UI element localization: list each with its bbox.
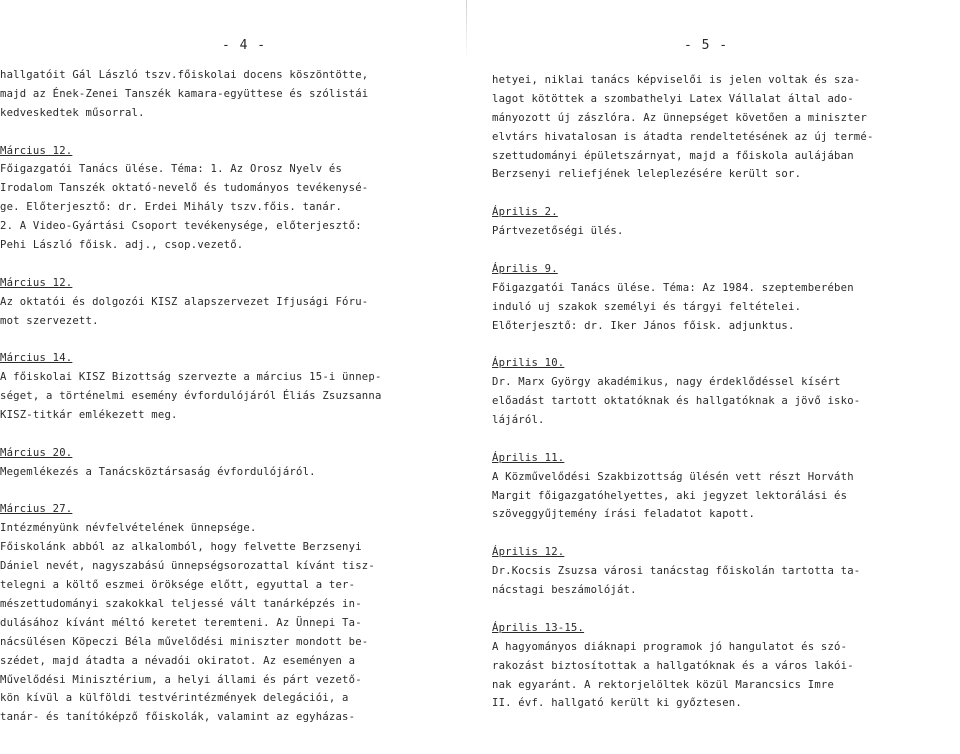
text-line: Intézményünk névfelvételének ünnepsége. bbox=[0, 522, 257, 535]
date-label: Március 12. bbox=[0, 144, 73, 157]
text-line: mészettudományi szakokkal teljessé vált tanárképzés in- bbox=[0, 597, 362, 610]
blank-line bbox=[492, 241, 940, 260]
entry-date-heading bbox=[492, 543, 940, 562]
text-line: mányozott új zászlóra. Az ünnepséget követően a miniszter bbox=[492, 111, 867, 124]
date-label: Március 14. bbox=[0, 352, 73, 365]
page-number: - 4 - bbox=[222, 38, 267, 53]
page-body bbox=[0, 66, 470, 727]
date-label: Április 11. bbox=[492, 451, 565, 464]
blank-line bbox=[0, 123, 470, 142]
text-line: telegni a költő eszmei öröksége előtt, egyuttal a ter- bbox=[0, 579, 356, 592]
text-line: Margit főigazgatóhelyettes, aki jegyzet lektorálási és bbox=[492, 489, 848, 502]
text-line: Művelődési Minisztérium, a helyi állami és párt vezető- bbox=[0, 673, 362, 686]
text-line: A Közművelődési Szakbizottság ülésén vett részt Horváth bbox=[492, 470, 854, 483]
blank-line bbox=[492, 600, 940, 619]
text-line: KISZ-titkár emlékezett meg. bbox=[0, 409, 178, 422]
blank-line bbox=[0, 482, 470, 501]
text-line: II. évf. hallgató került ki győztesen. bbox=[492, 697, 742, 710]
text-line: Irodalom Tanszék oktató-nevelő és tudományos tevékenysé- bbox=[0, 182, 369, 195]
text-line: dulásához kívánt méltó keretet teremteni. Az Ünnepi Ta- bbox=[0, 616, 362, 629]
text-line: Pehi László főisk. adj., csop.vezető. bbox=[0, 239, 244, 252]
blank-line bbox=[492, 524, 940, 543]
blank-line bbox=[0, 255, 470, 274]
entry-date-heading bbox=[0, 142, 470, 161]
text-line: hetyei, niklai tanács képviselői is jelen voltak és sza- bbox=[492, 74, 861, 86]
page-gutter bbox=[466, 0, 467, 60]
text-line: szettudományi épületszárnyat, majd a főiskola aulájában bbox=[492, 149, 854, 162]
entry-date-heading bbox=[492, 260, 940, 279]
text-line: ge. Előterjesztő: dr. Erdei Mihály tszv.főis. tanár. bbox=[0, 201, 343, 214]
text-line: A főiskolai KISZ Bizottság szervezte a március 15-i ünnep- bbox=[0, 371, 382, 384]
text-line: nácsülésen Köpeczi Béla művelődési miniszter mondott be- bbox=[0, 635, 369, 648]
text-line: Berzsenyi reliefjének leleplezésére került sor. bbox=[492, 168, 802, 181]
left-page bbox=[0, 0, 470, 754]
date-label: Április 2. bbox=[492, 206, 558, 219]
text-line: nácstagi beszámolóját. bbox=[492, 584, 637, 597]
text-line: előadást tartott oktatóknak és hallgatóknak a jövő isko- bbox=[492, 395, 861, 408]
page-body bbox=[492, 71, 940, 713]
text-line: Megemlékezés a Tanácsköztársaság évfordulójáról. bbox=[0, 465, 316, 478]
date-label: Március 12. bbox=[0, 276, 73, 289]
text-line: rakozást biztosítottak a hallgatóknak és a város lakói- bbox=[492, 659, 854, 672]
text-line: nak egyaránt. A rektorjelöltek közül Marancsics Imre bbox=[492, 678, 835, 691]
text-line: A hagyományos diáknapi programok jó hangulatot és szó- bbox=[492, 640, 848, 653]
text-line: szöveggyűjtemény írási feladatot kapott. bbox=[492, 508, 756, 521]
text-line: induló uj szakok személyi és tárgyi feltételei. bbox=[492, 300, 802, 313]
text-line: Főiskolánk abból az alkalomból, hogy felvette Berzsenyi bbox=[0, 541, 362, 554]
text-line: majd az Ének-Zenei Tanszék kamara-együttese és szólistái bbox=[0, 87, 369, 100]
text-line: 2. A Video-Gyártási Csoport tevékenysége, előterjesztő: bbox=[0, 220, 362, 233]
text-line: Dániel nevét, nagyszabású ünnepségsorozattal kívánt tisz- bbox=[0, 560, 375, 573]
page-number: - 5 - bbox=[684, 38, 729, 53]
text-line: hallgatóit Gál László tszv.főiskolai docens köszöntötte, bbox=[0, 69, 369, 81]
text-line: lájáról. bbox=[492, 414, 545, 427]
date-label: Március 20. bbox=[0, 446, 73, 459]
text-line: Főigazgatói Tanács ülése. Téma: Az 1984. szeptemberében bbox=[492, 281, 854, 294]
text-line: elvtárs hivatalosan is átadta rendeltetésének az új termé- bbox=[492, 130, 874, 143]
entry-date-heading bbox=[492, 619, 940, 638]
entry-date-heading bbox=[492, 449, 940, 468]
entry-date-heading bbox=[0, 444, 470, 463]
entry-date-heading bbox=[0, 500, 470, 519]
text-line: Az oktatói és dolgozói KISZ alapszervezet Ifjusági Fóru- bbox=[0, 295, 369, 308]
text-line: Előterjesztő: dr. Iker János főisk. adjunktus. bbox=[492, 319, 795, 332]
text-line: lagot kötöttek a szombathelyi Latex Vállalat által ado- bbox=[492, 92, 854, 105]
text-line: tanár- és tanítóképző főiskolák, valamint az egyházas- bbox=[0, 711, 356, 724]
blank-line bbox=[492, 184, 940, 203]
text-line: Főigazgatói Tanács ülése. Téma: 1. Az Orosz Nyelv és bbox=[0, 163, 343, 176]
date-label: Április 13-15. bbox=[492, 621, 585, 634]
blank-line bbox=[492, 335, 940, 354]
entry-date-heading bbox=[0, 274, 470, 293]
right-page bbox=[480, 0, 960, 754]
text-line: szédet, majd átadta a névadói okiratot. Az eseményen a bbox=[0, 654, 356, 667]
date-label: Április 12. bbox=[492, 546, 565, 559]
blank-line bbox=[492, 430, 940, 449]
text-line: mot szervezett. bbox=[0, 314, 99, 327]
date-label: Április 9. bbox=[492, 262, 558, 275]
entry-date-heading bbox=[492, 203, 940, 222]
date-label: Március 27. bbox=[0, 503, 73, 516]
text-line: kön kívül a külföldi testvérintézmények delegációi, a bbox=[0, 692, 349, 705]
text-line: Dr.Kocsis Zsuzsa városi tanácstag főiskolán tartotta ta- bbox=[492, 565, 861, 578]
date-label: Április 10. bbox=[492, 357, 565, 370]
entry-date-heading bbox=[0, 349, 470, 368]
entry-date-heading bbox=[492, 354, 940, 373]
text-line: séget, a történelmi esemény évfordulójáról Éliás Zsuzsanna bbox=[0, 390, 382, 403]
blank-line bbox=[0, 330, 470, 349]
text-line: Dr. Marx György akadémikus, nagy érdeklődéssel kísért bbox=[492, 376, 841, 389]
blank-line bbox=[0, 425, 470, 444]
text-line: Pártvezetőségi ülés. bbox=[492, 225, 624, 238]
text-line: kedveskedtek műsorral. bbox=[0, 106, 145, 119]
